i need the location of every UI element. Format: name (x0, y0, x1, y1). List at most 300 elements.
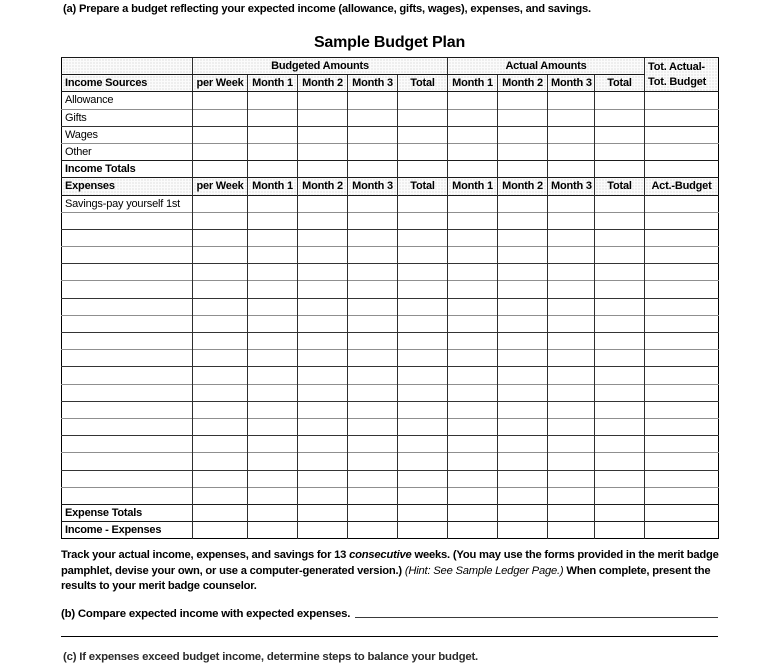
empty-cell (248, 126, 298, 143)
empty-cell (498, 333, 548, 350)
empty-cell (548, 212, 595, 229)
empty-cell (448, 161, 498, 178)
empty-cell (398, 298, 448, 315)
empty-cell (548, 522, 595, 539)
empty-cell (193, 143, 248, 160)
empty-cell (248, 195, 298, 212)
empty-cell (298, 522, 348, 539)
empty-cell (248, 92, 298, 109)
empty-cell (298, 126, 348, 143)
row-label-cell: Wages (62, 126, 193, 143)
empty-cell (595, 367, 645, 384)
empty-cell (645, 195, 719, 212)
income-row-wages (62, 126, 719, 143)
empty-cell (448, 384, 498, 401)
empty-cell (193, 384, 248, 401)
empty-cell (548, 195, 595, 212)
empty-cell (448, 92, 498, 109)
empty-cell (298, 143, 348, 160)
empty-cell (193, 315, 248, 332)
empty-cell (193, 126, 248, 143)
empty-cell (298, 367, 348, 384)
empty-cell (298, 281, 348, 298)
empty-budget-row (62, 470, 719, 487)
empty-cell (548, 384, 595, 401)
empty-cell (448, 487, 498, 504)
empty-cell (548, 92, 595, 109)
corner-cell (62, 58, 193, 75)
column-header: Total (398, 178, 448, 195)
empty-cell (448, 401, 498, 418)
empty-cell (645, 401, 719, 418)
empty-cell (248, 384, 298, 401)
empty-cell (248, 315, 298, 332)
empty-cell (548, 350, 595, 367)
empty-cell (398, 281, 448, 298)
empty-cell (348, 281, 398, 298)
empty-cell (193, 367, 248, 384)
empty-cell (398, 212, 448, 229)
empty-cell (548, 264, 595, 281)
empty-cell (298, 315, 348, 332)
empty-cell (645, 333, 719, 350)
empty-cell (595, 487, 645, 504)
empty-cell (595, 109, 645, 126)
empty-cell (548, 315, 595, 332)
row-label-cell (62, 453, 193, 470)
income-totals-row (62, 161, 719, 178)
empty-cell (548, 470, 595, 487)
expenses-header: Expenses (62, 178, 193, 195)
empty-cell (298, 401, 348, 418)
empty-cell (448, 143, 498, 160)
empty-cell (193, 161, 248, 178)
column-header: Total (595, 75, 645, 92)
row-label-cell (62, 367, 193, 384)
income-row-allowance (62, 92, 719, 109)
column-header: Month 2 (298, 75, 348, 92)
total-header-line2: Tot. Budget (648, 75, 707, 88)
empty-cell (448, 126, 498, 143)
empty-cell (595, 504, 645, 521)
empty-cell (645, 418, 719, 435)
empty-cell (248, 229, 298, 246)
empty-cell (498, 487, 548, 504)
empty-cell (398, 229, 448, 246)
row-label-cell: Income - Expenses (62, 522, 193, 539)
empty-cell (398, 264, 448, 281)
budgeted-amounts-header: Budgeted Amounts (193, 58, 448, 75)
empty-cell (248, 281, 298, 298)
column-header: Total (398, 75, 448, 92)
empty-cell (448, 195, 498, 212)
empty-budget-row (62, 281, 719, 298)
empty-cell (645, 281, 719, 298)
column-header: Month 2 (298, 178, 348, 195)
row-label-cell (62, 298, 193, 315)
empty-cell (548, 143, 595, 160)
empty-cell (645, 109, 719, 126)
empty-cell (595, 264, 645, 281)
column-header: Month 1 (448, 75, 498, 92)
empty-cell (298, 298, 348, 315)
empty-cell (248, 470, 298, 487)
empty-cell (398, 126, 448, 143)
requirement-a-text: (a) Prepare a budget reflecting your expected income (allowance, gifts, wages), expenses, and savings. (63, 3, 591, 15)
empty-cell (298, 264, 348, 281)
empty-cell (398, 487, 448, 504)
empty-cell (548, 487, 595, 504)
empty-cell (398, 109, 448, 126)
column-header: Month 3 (348, 178, 398, 195)
empty-cell (645, 436, 719, 453)
empty-cell (448, 109, 498, 126)
page-title: Sample Budget Plan (313, 34, 466, 51)
empty-cell (448, 453, 498, 470)
row-label-cell: Gifts (62, 109, 193, 126)
empty-cell (398, 522, 448, 539)
empty-cell (548, 401, 595, 418)
empty-cell (498, 522, 548, 539)
empty-cell (348, 384, 398, 401)
empty-cell (193, 504, 248, 521)
empty-cell (548, 504, 595, 521)
empty-cell (398, 504, 448, 521)
empty-budget-row (62, 247, 719, 264)
empty-cell (193, 212, 248, 229)
empty-cell (298, 333, 348, 350)
empty-cell (248, 109, 298, 126)
text-segment: consecutive (349, 549, 412, 561)
empty-cell (595, 384, 645, 401)
empty-cell (398, 418, 448, 435)
empty-cell (348, 350, 398, 367)
column-header: Month 2 (498, 178, 548, 195)
empty-cell (498, 264, 548, 281)
empty-cell (548, 229, 595, 246)
empty-cell (645, 247, 719, 264)
empty-cell (645, 522, 719, 539)
empty-cell (498, 384, 548, 401)
empty-cell (595, 195, 645, 212)
empty-cell (595, 436, 645, 453)
empty-cell (498, 109, 548, 126)
empty-cell (548, 418, 595, 435)
empty-cell (348, 487, 398, 504)
empty-cell (298, 470, 348, 487)
empty-cell (398, 384, 448, 401)
empty-cell (448, 315, 498, 332)
empty-cell (645, 229, 719, 246)
empty-cell (448, 264, 498, 281)
empty-cell (548, 281, 595, 298)
empty-cell (498, 298, 548, 315)
actual-amounts-header: Actual Amounts (448, 58, 645, 75)
empty-cell (248, 504, 298, 521)
empty-cell (193, 298, 248, 315)
empty-cell (398, 436, 448, 453)
empty-cell (595, 401, 645, 418)
empty-cell (398, 470, 448, 487)
total-actual-budget-header (645, 58, 719, 92)
empty-cell (193, 92, 248, 109)
row-label-cell: Other (62, 143, 193, 160)
empty-cell (498, 367, 548, 384)
empty-cell (595, 453, 645, 470)
empty-cell (645, 470, 719, 487)
column-header: Month 1 (248, 75, 298, 92)
empty-cell (548, 126, 595, 143)
empty-cell (498, 436, 548, 453)
expense-totals-row (62, 504, 719, 521)
row-label-cell (62, 333, 193, 350)
empty-cell (548, 436, 595, 453)
empty-cell (348, 522, 398, 539)
empty-cell (448, 504, 498, 521)
empty-cell (595, 92, 645, 109)
empty-cell (348, 195, 398, 212)
answer-line-2 (61, 636, 718, 637)
empty-cell (398, 315, 448, 332)
empty-cell (193, 350, 248, 367)
empty-cell (348, 436, 398, 453)
empty-cell (645, 126, 719, 143)
column-header: Total (595, 178, 645, 195)
row-label-cell (62, 247, 193, 264)
column-header: Month 3 (348, 75, 398, 92)
empty-budget-row (62, 298, 719, 315)
empty-cell (645, 161, 719, 178)
empty-cell (548, 333, 595, 350)
empty-cell (348, 315, 398, 332)
row-label-cell: Expense Totals (62, 504, 193, 521)
empty-cell (248, 264, 298, 281)
empty-cell (448, 350, 498, 367)
row-label-cell (62, 229, 193, 246)
expense-row-savings (62, 195, 719, 212)
empty-cell (398, 350, 448, 367)
empty-cell (398, 401, 448, 418)
empty-cell (398, 367, 448, 384)
empty-cell (298, 161, 348, 178)
empty-cell (548, 247, 595, 264)
income-columns-header-row (62, 75, 719, 92)
empty-cell (348, 298, 398, 315)
empty-cell (248, 212, 298, 229)
empty-cell (448, 229, 498, 246)
empty-cell (248, 161, 298, 178)
empty-cell (595, 212, 645, 229)
empty-budget-row (62, 436, 719, 453)
empty-cell (298, 109, 348, 126)
empty-budget-row (62, 212, 719, 229)
empty-cell (193, 229, 248, 246)
empty-cell (193, 109, 248, 126)
empty-cell (498, 281, 548, 298)
empty-cell (498, 401, 548, 418)
row-label-cell: Savings-pay yourself 1st (62, 195, 193, 212)
empty-cell (248, 367, 298, 384)
text-segment: When complete, present the results to your merit badge counselor. (61, 564, 711, 593)
empty-cell (193, 247, 248, 264)
empty-cell (193, 333, 248, 350)
empty-cell (298, 436, 348, 453)
empty-cell (348, 143, 398, 160)
empty-cell (645, 264, 719, 281)
empty-cell (448, 281, 498, 298)
empty-cell (448, 436, 498, 453)
empty-budget-row (62, 264, 719, 281)
empty-cell (498, 504, 548, 521)
empty-cell (645, 212, 719, 229)
empty-cell (595, 522, 645, 539)
requirement-b-row (61, 608, 718, 620)
empty-cell (248, 436, 298, 453)
empty-cell (348, 470, 398, 487)
empty-cell (645, 315, 719, 332)
empty-cell (498, 453, 548, 470)
empty-cell (348, 453, 398, 470)
empty-cell (348, 161, 398, 178)
empty-cell (348, 247, 398, 264)
column-header: Month 1 (248, 178, 298, 195)
row-label-cell (62, 418, 193, 435)
budget-table (61, 57, 719, 539)
row-label-cell (62, 264, 193, 281)
empty-cell (398, 333, 448, 350)
row-label-cell: Income Totals (62, 161, 193, 178)
empty-cell (548, 161, 595, 178)
requirement-c-text: (c) If expenses exceed budget income, determine steps to balance your budget. (63, 651, 479, 663)
empty-cell (595, 281, 645, 298)
empty-cell (193, 522, 248, 539)
row-label-cell (62, 350, 193, 367)
income-row-gifts (62, 109, 719, 126)
empty-budget-row (62, 350, 719, 367)
empty-cell (193, 401, 248, 418)
empty-cell (398, 195, 448, 212)
empty-cell (498, 143, 548, 160)
empty-cell (193, 418, 248, 435)
empty-cell (595, 298, 645, 315)
income-row-other (62, 143, 719, 160)
empty-cell (248, 522, 298, 539)
empty-cell (645, 487, 719, 504)
empty-cell (193, 487, 248, 504)
empty-budget-row (62, 384, 719, 401)
total-header-line1: Tot. Actual- (648, 61, 705, 74)
text-segment: weeks. (You may use the forms provided in the merit badge pamphlet, devise your own, or use a computer-generated version.) (61, 549, 719, 577)
empty-cell (595, 315, 645, 332)
text-segment: (Hint: See Sample Ledger Page.) (404, 564, 564, 577)
empty-cell (595, 126, 645, 143)
empty-cell (498, 470, 548, 487)
empty-cell (448, 333, 498, 350)
empty-cell (298, 212, 348, 229)
tracking-instructions (61, 548, 720, 595)
expenses-columns-header-row (62, 178, 719, 195)
empty-cell (548, 298, 595, 315)
row-label-cell (62, 281, 193, 298)
empty-cell (248, 333, 298, 350)
empty-budget-row (62, 418, 719, 435)
column-header: Month 3 (548, 75, 595, 92)
empty-cell (248, 453, 298, 470)
empty-cell (498, 418, 548, 435)
empty-cell (298, 453, 348, 470)
empty-cell (298, 418, 348, 435)
empty-cell (348, 333, 398, 350)
text-segment: Track your actual income, expenses, and savings for 13 (61, 549, 350, 561)
empty-cell (448, 418, 498, 435)
empty-budget-row (62, 367, 719, 384)
empty-cell (248, 487, 298, 504)
empty-cell (548, 453, 595, 470)
empty-cell (498, 212, 548, 229)
column-header: Month 2 (498, 75, 548, 92)
empty-cell (193, 264, 248, 281)
empty-budget-row (62, 453, 719, 470)
empty-cell (595, 333, 645, 350)
empty-cell (298, 504, 348, 521)
empty-budget-row (62, 401, 719, 418)
empty-cell (448, 212, 498, 229)
column-header: per Week (193, 75, 248, 92)
empty-cell (398, 92, 448, 109)
row-label-cell (62, 436, 193, 453)
empty-cell (348, 401, 398, 418)
empty-cell (398, 143, 448, 160)
empty-cell (398, 247, 448, 264)
empty-cell (498, 315, 548, 332)
empty-cell (298, 195, 348, 212)
empty-cell (193, 453, 248, 470)
empty-cell (398, 161, 448, 178)
empty-cell (595, 143, 645, 160)
column-header: Month 1 (448, 178, 498, 195)
empty-cell (645, 453, 719, 470)
empty-budget-row (62, 487, 719, 504)
empty-cell (645, 384, 719, 401)
empty-cell (595, 470, 645, 487)
empty-budget-row (62, 333, 719, 350)
empty-cell (398, 453, 448, 470)
empty-cell (498, 229, 548, 246)
empty-cell (298, 350, 348, 367)
empty-cell (595, 161, 645, 178)
empty-cell (298, 229, 348, 246)
income-sources-header: Income Sources (62, 75, 193, 92)
empty-cell (248, 350, 298, 367)
empty-cell (348, 418, 398, 435)
empty-cell (448, 298, 498, 315)
empty-cell (448, 522, 498, 539)
empty-budget-row (62, 229, 719, 246)
column-header: Act.-Budget (645, 178, 719, 195)
empty-cell (348, 109, 398, 126)
requirement-b-text: (b) Compare expected income with expected expenses. (61, 608, 351, 620)
empty-cell (498, 350, 548, 367)
empty-cell (498, 161, 548, 178)
empty-cell (595, 350, 645, 367)
empty-cell (193, 470, 248, 487)
empty-cell (248, 247, 298, 264)
empty-cell (348, 92, 398, 109)
empty-cell (193, 195, 248, 212)
empty-cell (498, 126, 548, 143)
empty-cell (448, 367, 498, 384)
row-label-cell (62, 315, 193, 332)
